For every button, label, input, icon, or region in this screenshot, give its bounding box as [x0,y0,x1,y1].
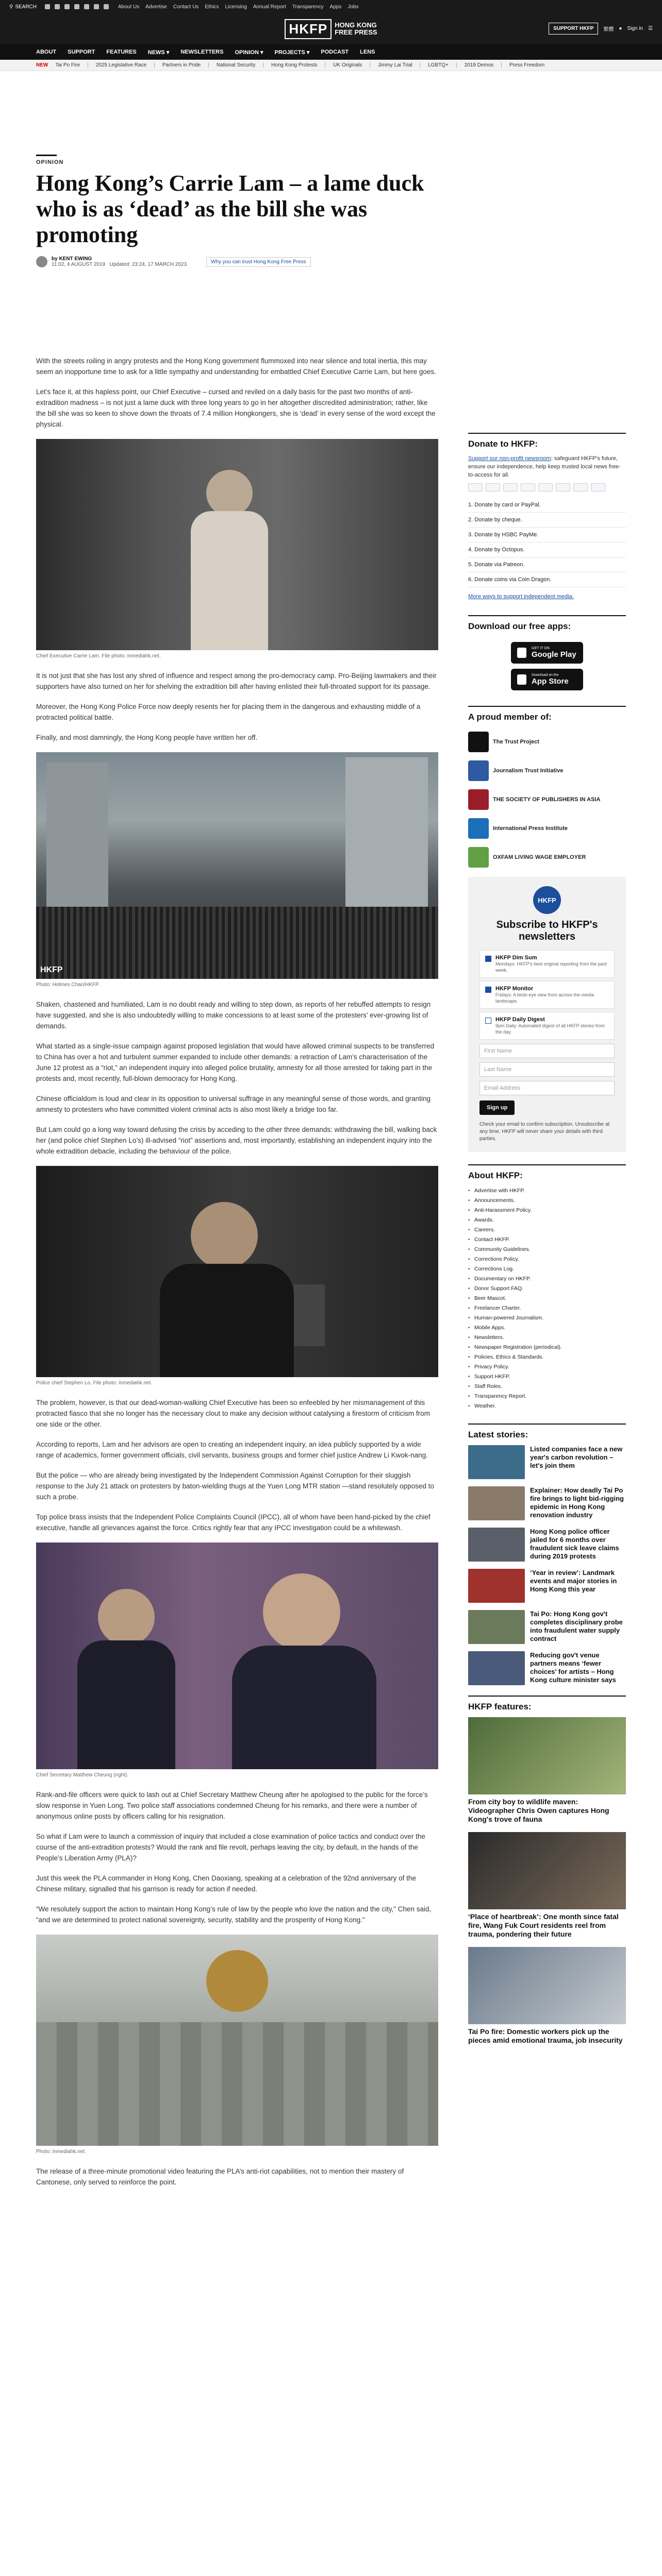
about-link[interactable]: • Human-powered Journalism. [468,1313,626,1323]
googlepay-icon [556,483,570,492]
utility-link[interactable]: Jobs [347,4,359,10]
donate-option[interactable]: 5. Donate via Patreon. [468,557,626,572]
publish-date: 11:02, 4 AUGUST 2019 [52,262,106,267]
figure-pla-building [36,1935,438,2155]
about-link[interactable]: • Policies, Ethics & Standards. [468,1352,626,1362]
rss-icon[interactable] [94,4,99,9]
member-org-name: International Press Institute [493,825,568,832]
photo-caption: Photo: inmediahk.net. [36,2149,86,2155]
newsletter-signup [468,877,626,1152]
member-org[interactable] [468,814,626,843]
trending-link[interactable]: Partners in Pride [162,62,201,68]
about-link[interactable]: • Careers. [468,1225,626,1235]
newsletter-title: HKFP Monitor [495,986,534,992]
search-label: SEARCH [15,4,37,10]
newsletter-fineprint: Check your email to confirm subscription. Unsubscribe at any time. HKFP will never share your details with third parties. [479,1122,610,1142]
search-icon: ⚲ [9,4,13,10]
paypal-icon [521,483,535,492]
mastercard-icon [486,483,500,492]
feature-image [468,1947,626,2024]
about-link[interactable]: • Corrections Policy. [468,1255,626,1264]
trending-link[interactable]: Tai Po Fire [55,62,80,68]
main-nav [0,44,662,60]
about-link[interactable]: • Beer Mascot. [468,1294,626,1303]
latest-story[interactable] [468,1528,626,1562]
member-org[interactable] [468,756,626,785]
story-thumbnail [468,1445,525,1479]
trending-link[interactable]: LGBTQ+ [428,62,449,68]
member-org[interactable] [468,785,626,814]
about-link[interactable]: • Newspaper Registration (periodical). [468,1343,626,1352]
author-avatar [36,256,47,267]
donate-heading: Donate to HKFP: [468,433,626,454]
story-title: Reducing gov't venue partners means ‘fewer choices’ for artists – Hong Kong culture minister says [530,1651,616,1684]
about-link[interactable]: • Freelancer Charter. [468,1303,626,1313]
about-link[interactable]: • Mobile Apps. [468,1323,626,1333]
payment-icons [468,483,626,492]
article-category[interactable]: OPINION [36,155,57,165]
byline [36,256,626,267]
member-org-name: THE SOCIETY OF PUBLISHERS IN ASIA [493,796,601,803]
about-link[interactable]: • Privacy Policy. [468,1362,626,1372]
google-play-badge[interactable] [511,642,583,664]
feature-item[interactable] [468,1947,626,2045]
jti-logo [468,760,489,781]
visa-icon [468,483,483,492]
donate-option[interactable]: 2. Donate by cheque. [468,513,626,528]
donate-option[interactable]: 1. Donate by card or PayPal. [468,498,626,513]
photo-watermark: HKFP [40,965,63,974]
story-thumbnail [468,1610,525,1644]
about-link[interactable]: • Anti-Harassment Policy. [468,1206,626,1215]
story-title: ‘Year in review’: Landmark events and major stories in Hong Kong this year [530,1569,617,1593]
photo-carrie-lam [36,439,438,650]
paragraph: According to reports, Lam and her advisors are open to creating an independent inquiry, an idea publicly supported by a wide range of academics, former government officials, civil servants, business groups and former chief justice Andrew Li Kwok-nang. [36,1440,428,1459]
google-play-icon [517,648,526,658]
feature-title: Tai Po fire: Domestic workers pick up the pieces amid emotional trauma, job insecurity [468,2027,623,2044]
site-header [0,13,662,44]
utility-link[interactable]: Advertise [145,4,167,10]
app-store-small: Download on the [532,673,559,677]
utility-link[interactable]: Contact Us [173,4,199,10]
newsletter-title: HKFP Dim Sum [495,955,537,961]
hkfp-badge: HKFP [533,886,561,914]
more-ways-link[interactable]: More ways to support independent media. [468,594,574,600]
photo-matthew-cheung [36,1543,438,1769]
article-header [36,155,626,267]
newsletter-desc: Fridays: A birds-eye view from across the media landscape. [495,992,594,1004]
story-thumbnail [468,1569,525,1603]
utility-link[interactable]: Apps [329,4,342,10]
google-play-label: Google Play [532,650,576,659]
logo-wordmark [335,22,377,36]
nav-item-features[interactable]: FEATURES [106,49,137,55]
photo-caption: Chief Executive Carrie Lam. File photo: inmediahk.net. [36,653,161,659]
email-field[interactable]: Email Address [479,1081,615,1095]
feature-item[interactable] [468,1717,626,1824]
figure-matthew-cheung [36,1543,438,1778]
about-link[interactable]: • Support HKFP. [468,1372,626,1382]
paragraph: Moreover, the Hong Kong Police Force now deeply resents her for placing them in the dangerous and exhausting middle of a protracted political battle. [36,703,421,721]
paragraph: It is not just that she has lost any shred of influence and respect among the pro-democracy camp. Pro-Beijing lawmakers and their supporters have also turned on her for shelving the extradition bill after having enlisted their full-throated support for its passage. [36,672,437,690]
paragraph: But the police — who are already being investigated by the Independent Commission Against Corruption for their sluggish response to the July 21 attack on protesters by baton-wielding thugs at the Yuen Long MTR station —stand resolutely opposed to such a probe. [36,1471,434,1501]
user-icon[interactable]: ● [619,26,622,31]
logo-line1: HONG KONG [335,21,377,29]
ipi-logo [468,818,489,839]
newsletter-heading: Subscribe to HKFP's newsletters [496,919,598,942]
top-utility-bar [0,0,662,13]
nav-item-opinion[interactable]: OPINION ▾ [235,49,263,56]
donate-text: : safeguard HKFP's future, ensure our independence, help keep trusted local news free-to-access for all. [468,455,621,478]
latest-story[interactable] [468,1486,626,1520]
member-org[interactable] [468,843,626,872]
figure-carrie-lam [36,439,438,659]
story-title: Hong Kong police officer jailed for 6 months over fraudulent sick leave claims during 2019 protests [530,1528,619,1560]
paragraph: Chinese officialdom is loud and clear in its opposition to universal suffrage in any meaningful sense of those words, and granting amnesty to protesters who have committed violent criminal acts is also most likely a bridge too far. [36,1095,431,1113]
feature-image [468,1717,626,1794]
twitter-icon[interactable] [55,4,60,9]
trending-link[interactable]: 2025 Legislative Race [95,62,147,68]
paragraph: Rank-and-file officers were quick to lash out at Chief Secretary Matthew Cheung after he apologised to the public for the force’s slow response in Yuen Long. Two police staff associations condemned Cheung for his remarks, and there were a number of anonymous online posts by officers calling for his resignation. [36,1791,428,1820]
oxfam-logo [468,847,489,868]
updated-date: Updated: 23:24, 17 MARCH 2023 [109,262,187,267]
sopa-logo [468,789,489,810]
site-logo[interactable] [285,18,377,40]
nav-item-about[interactable]: ABOUT [36,49,57,55]
paragraph: Top police brass insists that the Independent Police Complaints Council (IPCC), all of whom have been hand-picked by the chief executive, handle all grievances against the force. Critics rightly fear that any IPCC investigation could be a whitewash. [36,1513,431,1532]
applepay-icon [538,483,553,492]
photo-caption: Chief Secretary Matthew Cheung (right). [36,1772,128,1778]
story-title: Listed companies face a new year's carbon revolution – let's join them [530,1445,623,1469]
social-icons [45,4,109,9]
logo-line2: FREE PRESS [335,28,377,36]
nav-item-projects[interactable]: PROJECTS ▾ [274,49,310,56]
newsletter-title: HKFP Daily Digest [495,1016,545,1023]
member-org-name: Journalism Trust Initiative [493,767,564,774]
about-link[interactable]: • Transparency Report. [468,1392,626,1401]
story-title: Tai Po: Hong Kong gov't completes disciplinary probe into fraudulent water supply contract [530,1610,623,1642]
author-name[interactable]: by KENT EWING [52,256,92,262]
nav-item-lens[interactable]: LENS [360,49,375,55]
trust-project-logo [468,732,489,752]
about-link[interactable]: • Newsletters. [468,1333,626,1343]
paragraph: Finally, and most damningly, the Hong Kong people have written her off. [36,734,258,741]
about-link[interactable]: • Corrections Log. [468,1264,626,1274]
utility-link[interactable]: Transparency [292,4,324,10]
story-thumbnail [468,1651,525,1685]
about-link[interactable]: • Documentary on HKFP. [468,1274,626,1284]
youtube-icon[interactable] [74,4,79,9]
donate-options [468,498,626,587]
latest-story[interactable] [468,1651,626,1685]
about-link[interactable]: • Contact HKFP. [468,1235,626,1245]
signin-link[interactable]: Sign in [627,26,643,31]
paragraph: So what if Lam were to launch a commission of inquiry that included a close examination of police tactics and conduct over the course of the anti-extradition protests? Would the rank and file revolt, perhaps leaving the city, by default, in the hands of the People’s Liberation Army (PLA)? [36,1833,425,1862]
telegram-icon[interactable] [84,4,89,9]
newsletter-desc: 9pm Daily: Automated digest of all HKFP stories from the day. [495,1023,605,1035]
member-heading: A proud member of: [468,706,626,727]
first-name-field[interactable]: First Name [479,1044,615,1058]
support-hkfp-button[interactable]: SUPPORT HKFP [549,23,598,35]
paragraph: But Lam could go a long way toward defusing the crisis by acceding to the other three demands: withdrawing the bill, walking back her (and police chief Stephen Lo’s) ill-advised “riot” assertions and, most importantly, establishing an independent inquiry into the whole extradition debacle, including the behaviour of the police. [36,1126,437,1155]
newsletter-option[interactable] [479,1012,615,1040]
signup-button[interactable]: Sign up [479,1100,515,1115]
about-link[interactable]: • Awards. [468,1215,626,1225]
feature-image [468,1832,626,1909]
donate-link[interactable]: Support our non-profit newsroom [468,455,551,462]
amex-icon [503,483,518,492]
octopus-icon [591,483,605,492]
latest-story[interactable] [468,1569,626,1603]
utility-links [118,4,358,10]
article-title: Hong Kong’s Carrie Lam – a lame duck who is as ‘dead’ as the bill she was promoting [36,171,424,247]
logo-mark: HKFP [285,19,332,39]
email-icon[interactable] [104,4,109,9]
story-title: Explainer: How deadly Tai Po fire brings to light bid-rigging epidemic in Hong Kong renovation industry [530,1486,624,1519]
instagram-icon[interactable] [64,4,70,9]
nav-item-podcast[interactable]: PODCAST [321,49,349,55]
photo-stephen-lo [36,1166,438,1377]
feature-title: ‘Place of heartbreak’: One month since fatal fire, Wang Fuk Court residents reel from trauma, pondering their future [468,1912,619,1938]
feature-item[interactable] [468,1832,626,1939]
trending-link[interactable]: 2019 Demos [464,62,494,68]
member-org[interactable] [468,727,626,756]
paragraph: Let’s face it, at this hapless point, our Chief Executive – cursed and reviled on a daily basis for the past two months of anti-extradition madness – is not just a lame duck with three long years to go in her altogether discredited administration; rather, like the bill she was so keen to shove down the throats of 7.4 million Hongkongers, she is ‘dead’ in every sense of the word except the physical. [36,388,436,428]
header-actions [549,23,653,35]
newsletter-option[interactable] [479,981,615,1009]
about-heading: About HKFP: [468,1164,626,1186]
nav-item-news[interactable]: NEWS ▾ [147,49,170,56]
member-org-name: The Trust Project [493,738,539,745]
checkbox-unchecked[interactable] [485,1018,491,1024]
donate-intro [468,454,626,479]
newsletter-option[interactable] [479,950,615,978]
trending-link[interactable]: Jimmy Lai Trial [377,62,412,68]
last-name-field[interactable]: Last Name [479,1062,615,1077]
apple-icon [517,674,526,685]
nav-item-support[interactable]: SUPPORT [68,49,95,55]
app-store-label: App Store [532,677,569,686]
trending-link[interactable]: UK Originals [333,62,362,68]
photo-protest-crowd [36,752,438,979]
paragraph: Shaken, chastened and humiliated, Lam is no doubt ready and willing to step down, as reports of her rebuffed attempts to resign have suggested, and she is also undoubtedly willing to make concessions to at least some of the protesters’ ever-growing list of demands. [36,1001,431,1030]
paragraph: Just this week the PLA commander in Hong Kong, Chen Daoxiang, speaking at a celebration of the 92nd anniversary of the Chinese military, signalled that his garrison is ready for action if needed. [36,1874,416,1893]
story-thumbnail [468,1528,525,1562]
article-body [36,355,438,2197]
paragraph: With the streets roiling in angry protests and the Hong Kong government flummoxed into near silence and total inertia, this may seem an inopportune time to ask for a little sympathy and understanding for embattled Chief Executive Carrie Lam, but here goes. [36,357,436,376]
donate-option[interactable]: 6. Donate coins via Coin Dragon. [468,572,626,587]
about-link[interactable]: • Donor Support FAQ. [468,1284,626,1294]
features-heading: HKFP features: [468,1696,626,1717]
paragraph: What started as a single-issue campaign against proposed legislation that would have allowed criminal suspects to be transferred to China has over a hot and turbulent summer expanded to include other demands: a retraction of Lam’s characterisation of the June 12 protest as a “riot,” an independent inquiry into alleged police brutality, amnesty for all those arrested for taking part in the protests and, most recently, full-blown democracy for Hong Kong. [36,1042,435,1082]
paragraph: The release of a three-minute promotional video featuring the PLA’s anti-riot capabilities, not to mention their mastery of Cantonese, only served to reinforce the point. [36,2167,404,2186]
latest-story[interactable] [468,1610,626,1644]
newsletter-desc: Mondays: HKFP's best original reporting from the past week. [495,961,607,973]
story-thumbnail [468,1486,525,1520]
photo-caption: Photo: Holmes Chan/HKFP. [36,982,100,988]
about-link[interactable]: • Community Guidelines. [468,1245,626,1255]
language-toggle[interactable]: 繁體 [603,27,614,32]
checkbox-checked[interactable] [485,956,491,962]
trending-bar: NEW Tai Po Fire | 2025 Legislative Race | Partners in Pride | National Security | Hong Kong Protests | UK Originals | Jimmy Lai Trial | LGBTQ+ | 2019 Demos | Press Freedom [0,60,662,71]
trending-link[interactable]: National Security [216,62,256,68]
about-links [468,1186,626,1411]
search-button[interactable] [9,4,37,10]
trending-link[interactable]: Hong Kong Protests [271,62,318,68]
paragraph: “We resolutely support the action to maintain Hong Kong’s rule of law by the people who love the nation and the city,” Chen said, “and we are determined to protect national sovereignty, security, stability and the prosperity of Hong Kong.” [36,1905,432,1924]
utility-link[interactable]: Licensing [225,4,247,10]
menu-icon[interactable]: ☰ [648,26,653,31]
latest-story[interactable] [468,1445,626,1479]
facebook-icon[interactable] [45,4,50,9]
trust-link[interactable]: Why you can trust Hong Kong Free Press [206,257,311,267]
apps-heading: Download our free apps: [468,615,626,637]
nav-item-newsletters[interactable]: NEWSLETTERS [180,49,224,55]
about-link[interactable]: • Weather. [468,1401,626,1411]
member-org-name: OXFAM LIVING WAGE EMPLOYER [493,854,586,860]
sidebar [468,433,626,2053]
utility-link[interactable]: About Us [118,4,140,10]
checkbox-checked[interactable] [485,987,491,993]
app-store-badge[interactable] [511,669,583,690]
payme-icon [573,483,588,492]
utility-link[interactable]: Annual Report [253,4,286,10]
feature-title: From city boy to wildlife maven: Videographer Chris Owen captures Hong Kong's trove of fauna [468,1798,609,1823]
photo-caption: Police chief Stephen Lo. File photo: inmediahk.net. [36,1380,153,1386]
paragraph: The problem, however, is that our dead-woman-walking Chief Executive has been so enfeebled by her mismanagement of this protracted fiasco that she no longer has the necessary clout to make any decision without catalysing a firestorm of criticism from one side or the other. [36,1399,430,1428]
donate-option[interactable]: 3. Donate by HSBC PayMe. [468,528,626,543]
latest-heading: Latest stories: [468,1423,626,1445]
about-link[interactable]: • Advertise with HKFP. [468,1186,626,1196]
about-link[interactable]: • Staff Roles. [468,1382,626,1392]
trending-link[interactable]: Press Freedom [509,62,545,68]
figure-stephen-lo [36,1166,438,1386]
figure-protest [36,752,438,988]
new-badge: NEW [36,62,48,68]
google-play-small: GET IT ON [532,647,550,650]
photo-pla-building [36,1935,438,2146]
about-link[interactable]: • Announcements. [468,1196,626,1206]
donate-option[interactable]: 4. Donate by Octopus. [468,543,626,557]
utility-link[interactable]: Ethics [205,4,219,10]
